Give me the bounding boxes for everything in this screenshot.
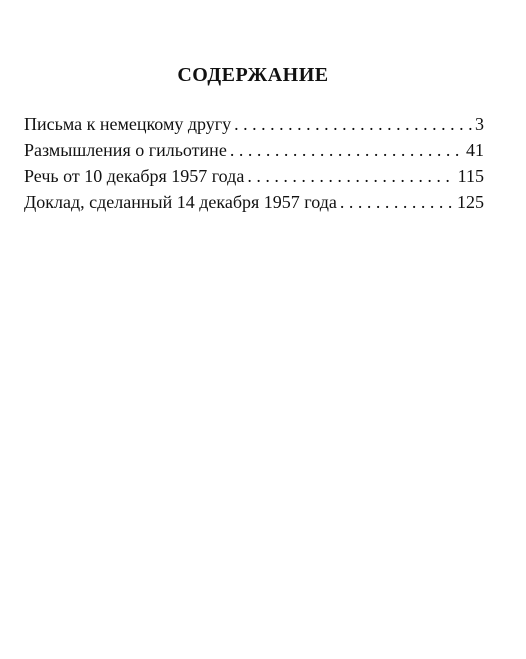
toc-entry-title: Доклад, сделанный 14 декабря 1957 года — [24, 192, 337, 212]
toc-entry-page-number: 125 — [457, 192, 484, 212]
dot-leader — [340, 189, 454, 215]
dot-leader — [247, 163, 454, 189]
toc-entry — [24, 189, 484, 215]
toc-entry — [24, 163, 484, 189]
toc-entry-page-number: 3 — [475, 114, 484, 134]
table-of-contents — [24, 111, 484, 215]
toc-entry — [24, 111, 484, 137]
toc-entry-title: Письма к немецкому другу — [24, 114, 232, 134]
toc-entry-page-number: 41 — [466, 140, 484, 160]
toc-entry-title: Размышления о гильотине — [24, 140, 227, 160]
toc-entry — [24, 137, 484, 163]
page-title: СОДЕРЖАНИЕ — [177, 64, 329, 86]
dot-leader — [234, 111, 472, 137]
dot-leader — [230, 137, 463, 163]
toc-entry-page-number: 115 — [457, 166, 484, 186]
toc-entry-title: Речь от 10 декабря 1957 года — [24, 166, 245, 186]
